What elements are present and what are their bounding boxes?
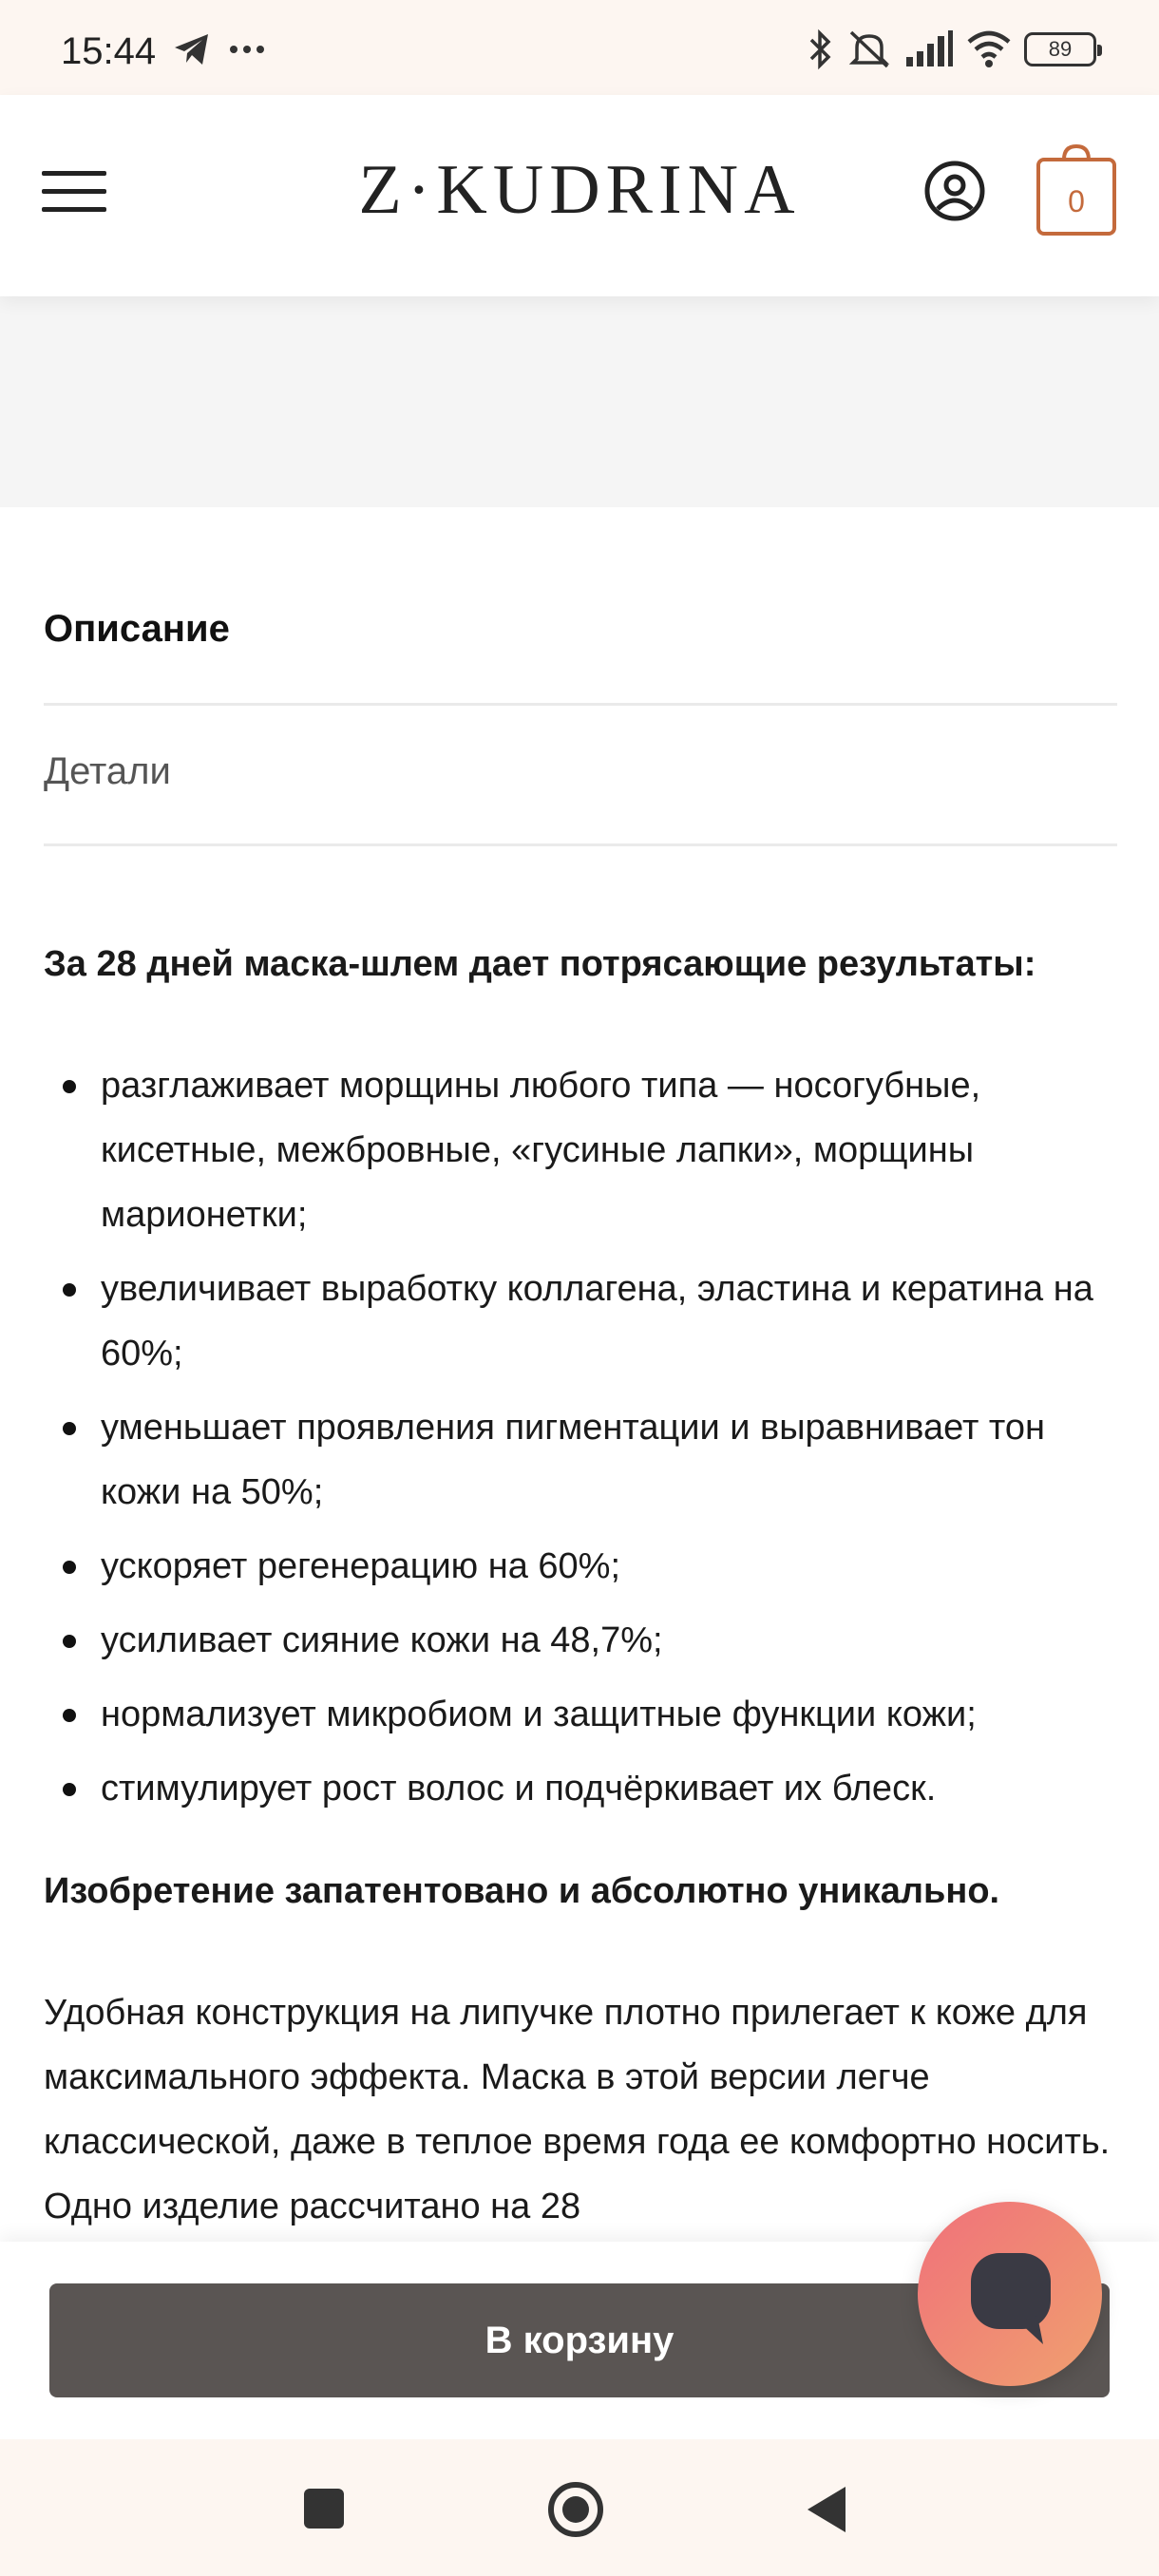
wifi-icon [967, 30, 1011, 68]
home-icon[interactable] [547, 2481, 604, 2538]
tab-details[interactable]: Детали [44, 750, 171, 792]
status-right-icons [806, 28, 1096, 70]
cart-count: 0 [1068, 184, 1085, 218]
system-nav-bar [0, 2439, 1159, 2576]
menu-icon[interactable] [42, 171, 106, 217]
status-bar [0, 0, 1159, 95]
recents-icon[interactable] [302, 2487, 346, 2530]
results-list [44, 1053, 1121, 1821]
product-image-area [0, 296, 1159, 507]
list-item: разглаживает морщины любого типа — носогубные, кисетные, межбровные, «гусиные лапки», морщины марионетки; [44, 1053, 1121, 1247]
list-item: ускоряет регенерацию на 60%; [44, 1534, 1121, 1599]
list-item: нормализует микробиом и защитные функции кожи; [44, 1682, 1121, 1747]
list-item: усиливает сияние кожи на 48,7%; [44, 1608, 1121, 1673]
divider [44, 843, 1117, 846]
patent-heading: Изобретение запатентовано и абсолютно уникально. [44, 1871, 1000, 1911]
list-item: уменьшает проявления пигментации и выравнивает тон кожи на 50%; [44, 1395, 1121, 1525]
chat-button[interactable] [918, 2202, 1102, 2386]
tab-description[interactable]: Описание [44, 608, 230, 650]
battery-icon [1024, 32, 1096, 66]
divider [44, 703, 1117, 706]
site-logo[interactable]: Z·KUDRINA [358, 151, 801, 229]
bluetooth-icon [806, 28, 834, 70]
add-to-cart-button[interactable]: В корзину [49, 2283, 1110, 2397]
cart-button[interactable] [1036, 142, 1117, 237]
product-paragraph: Удобная конструкция на липучке плотно прилегает к коже для максимального эффекта. Маска в этой версии легче классической, даже в теплое время года ее комфортно носить. Одно изделие рассчитано на 28 [44, 1993, 1111, 2226]
list-item: увеличивает выработку коллагена, эластина и кератина на 60%; [44, 1257, 1121, 1386]
results-heading: За 28 дней маска-шлем дает потрясающие результаты: [44, 944, 1036, 984]
battery-level: 89 [1048, 37, 1073, 61]
signal-icon [904, 30, 954, 68]
user-account-icon[interactable] [923, 160, 986, 222]
telegram-icon [173, 32, 211, 66]
list-item: стимулирует рост волос и подчёркивает их блеск. [44, 1756, 1121, 1821]
mute-icon [847, 28, 891, 70]
status-left-icons [173, 32, 266, 66]
more-icon [228, 44, 266, 55]
site-header [0, 95, 1159, 296]
back-icon[interactable] [806, 2485, 847, 2534]
description-content [44, 936, 1121, 2239]
chat-bubble-icon [918, 2202, 1102, 2386]
status-time: 15:44 [61, 30, 157, 72]
